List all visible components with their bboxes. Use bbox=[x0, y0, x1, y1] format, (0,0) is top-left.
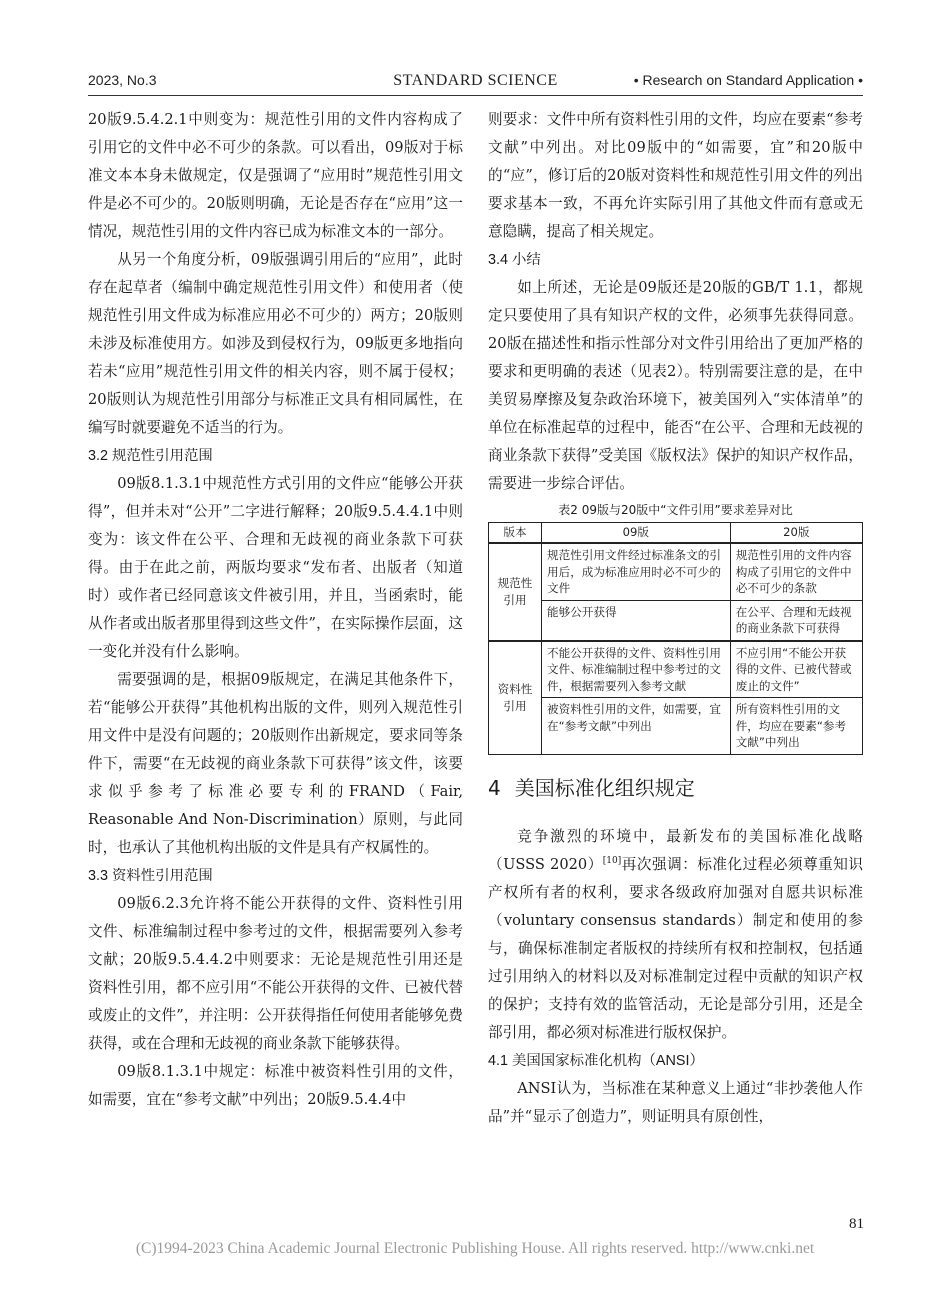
section-heading-3-3: 3.3 资料性引用范围 bbox=[88, 868, 213, 884]
comparison-table bbox=[488, 522, 863, 755]
paragraph: 从另一个角度分析，09版强调引用后的“应用”，此时存在起草者（编制中确定规范性引用文件）和使用者（使规范性引用文件成为标准应用必不可少的）两方；20版则未涉及标准使用方。如涉及到侵权行为，09版更多地指向若未“应用”规范性引用文件的相关内容，则不属于侵权；20版则认为规范性引用部分与标准正文具有相同属性，在编写时就要避免不适当的行为。 bbox=[88, 251, 463, 436]
paragraph: 则要求：文件中所有资料性引用的文件，均应在要素“参考文献”中列出。对比09版中的“如需要，宜”和20版中的“应”，修订后的20版对资料性和规范性引用文件的列出要求基本一致，不再允许实际引用了其他文件而有意或无意隐瞒，提高了相关规定。 bbox=[488, 111, 863, 240]
header-cell: 09版 bbox=[542, 523, 731, 544]
header-cell: 版本 bbox=[489, 523, 542, 544]
journal-title: STANDARD SCIENCE bbox=[393, 72, 558, 89]
table-cell: 规范性引用文件经过标准条文的引用后，成为标准应用时必不可少的文件 bbox=[542, 543, 731, 600]
table-header-row bbox=[489, 523, 863, 544]
paragraph: 09版8.1.3.1中规定：标准中被资料性引用的文件，如需要，宜在“参考文献”中列出；20版9.5.4.4中 bbox=[88, 1063, 463, 1108]
table-row bbox=[489, 698, 863, 755]
journal-issue: 2023, No.3 bbox=[88, 72, 157, 88]
table-cell: 不应引用“不能公开获得的文件、已被代替或废止的文件” bbox=[730, 641, 862, 698]
section-heading-4: 4 美国标准化组织规定 bbox=[488, 775, 695, 800]
paragraph: 需要强调的是，根据09版规定，在满足其他条件下，若“能够公开获得”其他机构出版的文件，则列入规范性引用文件中是没有问题的；20版则作出新规定，要求同等条件下，需要“在无歧视的商业条款下可获得”该文件，该要求似乎参考了标准必要专利的FRAND（Fair, Reasonable And Non-Discrimination）原则，与此同时，也承认了其他机构出版的文件是具有产权属性的。 bbox=[88, 671, 463, 856]
page-number: 81 bbox=[849, 1216, 864, 1232]
table-caption: 表2 09版与20版中“文件引用”要求差异对比 bbox=[558, 503, 793, 517]
table-row bbox=[489, 641, 863, 698]
header-rule bbox=[88, 95, 863, 96]
paragraph: 20版9.5.4.2.1中则变为：规范性引用的文件内容构成了引用它的文件中必不可少的条款。可以看出，09版对于标准文本本身未做规定，仅是强调了“应用时”规范性引用文件是必不可少的。20版则明确，无论是否存在“应用”这一情况，规范性引用的文件内容已成为标准文本的一部分。 bbox=[88, 111, 463, 240]
table-cell: 能够公开获得 bbox=[542, 600, 731, 641]
copyright-footer: (C)1994-2023 China Academic Journal Electronic Publishing House. All rights reserved. http://www.cnki.net bbox=[135, 1240, 815, 1257]
header-cell: 20版 bbox=[730, 523, 862, 544]
section-label: • Research on Standard Application • bbox=[633, 72, 863, 88]
table-row bbox=[489, 543, 863, 600]
section-heading-4-1: 4.1 美国国家标准化机构（ANSI） bbox=[488, 1052, 704, 1069]
left-column bbox=[88, 106, 463, 1114]
citation-ref: [10] bbox=[602, 855, 622, 866]
table-cell: 所有资料性引用的文件，均应在要素“参考文献”中列出 bbox=[730, 698, 862, 755]
section-heading-3-4: 3.4 小结 bbox=[488, 252, 541, 268]
table-row bbox=[489, 600, 863, 641]
paragraph: 09版6.2.3允许将不能公开获得的文件、资料性引用文件、标准编制过程中参考过的文件，根据需要列入参考文献；20版9.5.4.4.2中则要求：无论是规范性引用还是资料性引用，都不应引用“不能公开获得的文件、已被代替或废止的文件”，并注明：公开获得指任何使用者能够免费获得，或在合理和无歧视的商业条款下能够获得。 bbox=[88, 895, 463, 1052]
paragraph: 竞争激烈的环境中，最新发布的美国标准化战略（USSS 2020）[10]再次强调：标准化过程必须尊重知识产权所有者的权利，要求各级政府加强对自愿共识标准（voluntary consensus standards）制定和使用的参与，确保标准制定者版权的持续所有权和控制权，包括通过引用纳入的材料以及对标准制定过程中贡献的知识产权的保护；支持有效的监管活动，无论是部分引用，还是全部引用，都必须对标准进行版权保护。 bbox=[488, 827, 863, 1041]
right-column bbox=[488, 106, 863, 1131]
category-cell: 资料性引用 bbox=[489, 641, 542, 755]
table-cell: 在公平、合理和无歧视的商业条款下可获得 bbox=[730, 600, 862, 641]
category-cell: 规范性引用 bbox=[489, 543, 542, 641]
paragraph: ANSI认为，当标准在某种意义上通过“非抄袭他人作品”并“显示了创造力”，则证明具有原创性， bbox=[488, 1079, 863, 1125]
table-cell: 不能公开获得的文件、资料性引用文件、标准编制过程中参考过的文件，根据需要列入参考文献 bbox=[542, 641, 731, 698]
section-heading-3-2: 3.2 规范性引用范围 bbox=[88, 448, 213, 464]
paragraph: 09版8.1.3.1中规范性方式引用的文件应“能够公开获得”，但并未对“公开”二字进行解释；20版9.5.4.4.1中则变为：该文件在公平、合理和无歧视的商业条款下可获得。由于在此之前，两版均要求“发布者、出版者（知道时）或作者已经同意该文件被引用，并且，当函索时，能从作者或出版者那里得到这些文件”，在实际操作层面，这一变化并没有什么影响。 bbox=[88, 475, 463, 660]
table-cell: 被资料性引用的文件，如需要，宜在“参考文献”中列出 bbox=[542, 698, 731, 755]
running-header bbox=[88, 72, 863, 94]
paragraph: 如上所述，无论是09版还是20版的GB/T 1.1，都规定只要使用了具有知识产权的文件，必须事先获得同意。20版在描述性和指示性部分对文件引用给出了更加严格的要求和更明确的表述（见表2）。特别需要注意的是，在中美贸易摩擦及复杂政治环境下，被美国列入“实体清单”的单位在标准起草的过程中，能否“在公平、合理和无歧视的商业条款下获得”受美国《版权法》保护的知识产权作品，需要进一步综合评估。 bbox=[488, 279, 863, 492]
table-cell: 规范性引用的文件内容构成了引用它的文件中必不可少的条款 bbox=[730, 543, 862, 600]
